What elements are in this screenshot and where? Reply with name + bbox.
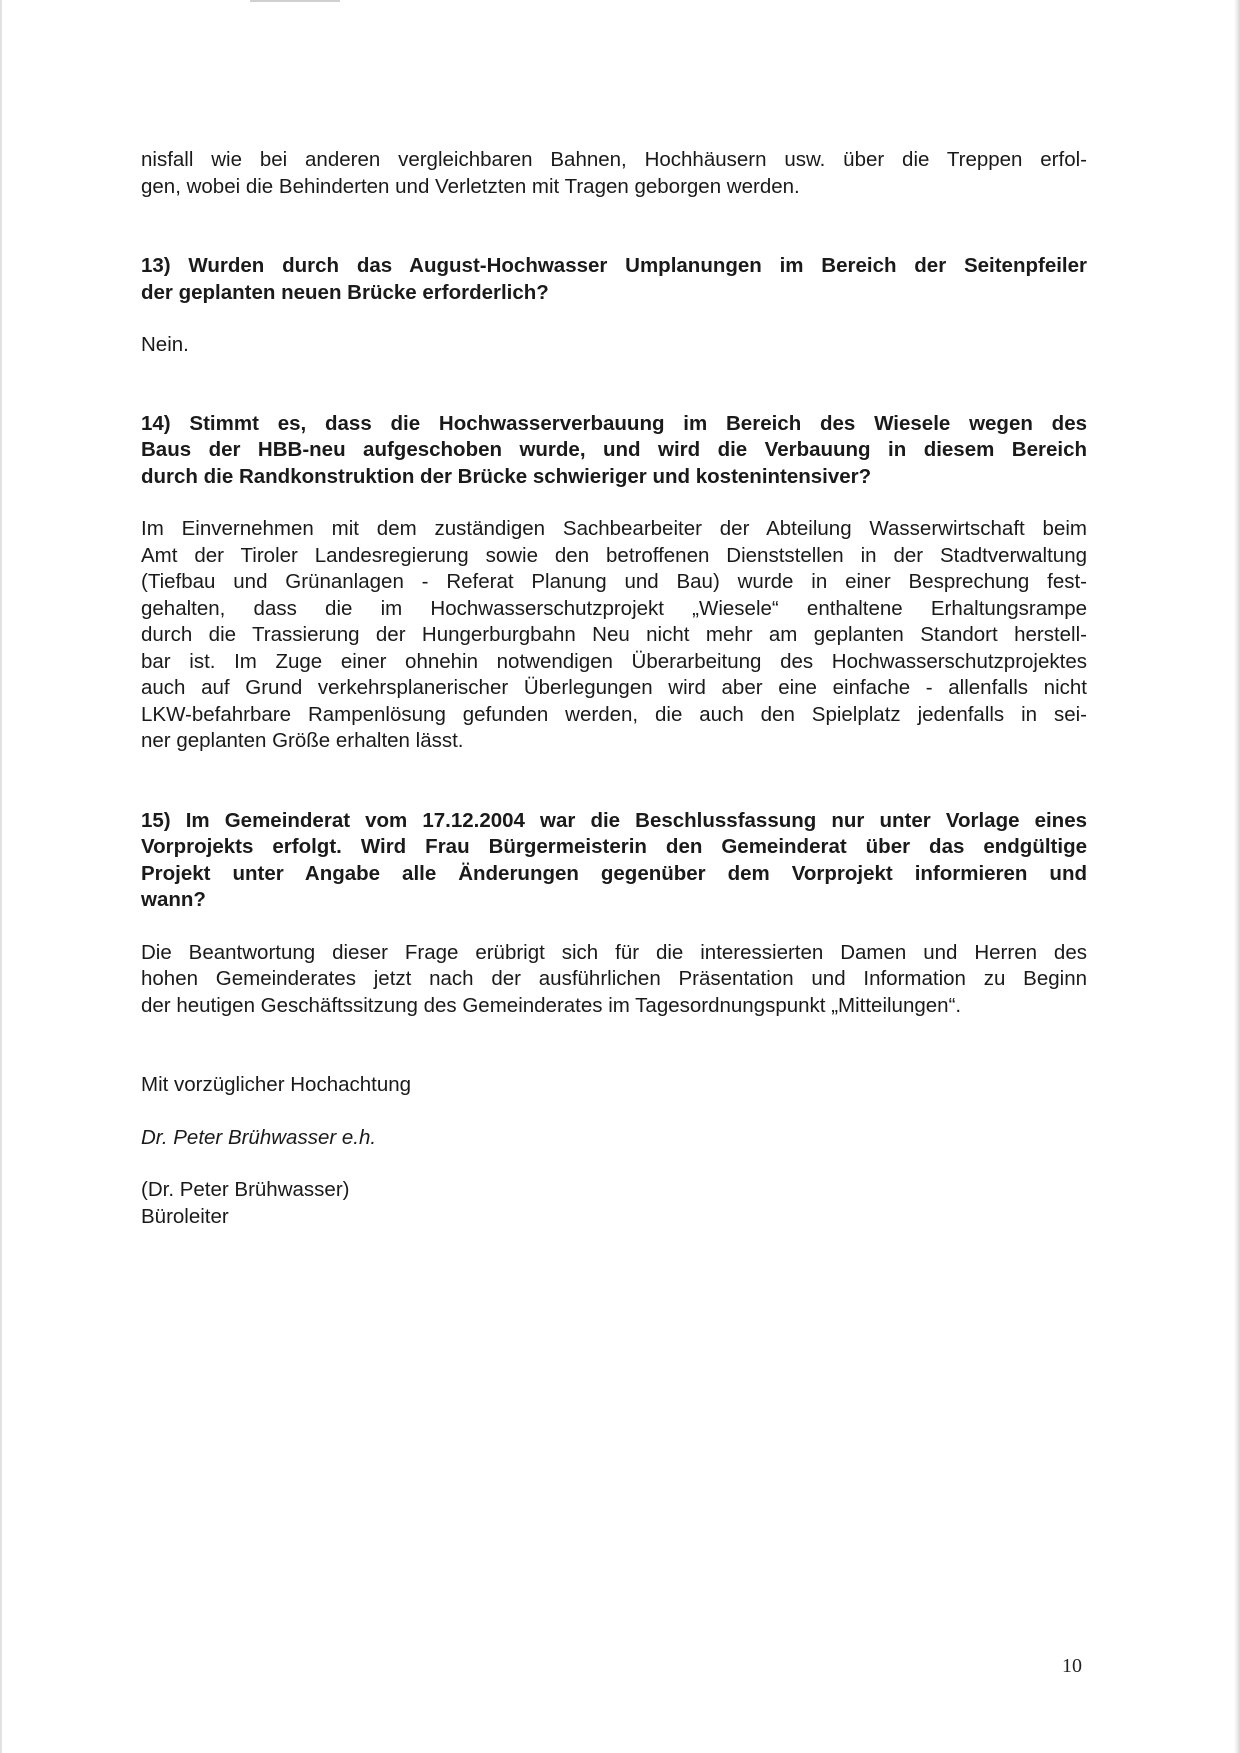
intro-line: nisfall wie bei anderen vergleichbaren Bahnen, Hochhäusern usw. über die Treppen erfol- [141,148,1087,171]
page-number: 10 [1062,1655,1082,1677]
answer-13: Nein. [141,333,189,356]
answer-14-line: gehalten, dass die im Hochwasserschutzprojekt „Wiesele“ enthaltene Erhaltungsrampe [141,596,1087,620]
signer-title: Büroleiter [141,1204,229,1228]
intro-line: gen, wobei die Behinderten und Verletzten mit Tragen geborgen werden. [141,174,800,198]
answer-14-line: durch die Trassierung der Hungerburgbahn Neu nicht mehr am geplanten Standort herstell- [141,623,1087,646]
question-15-line: Projekt unter Angabe alle Änderungen gegenüber dem Vorprojekt informieren und [141,861,1087,885]
intro-paragraph [141,147,1087,200]
closing-greeting: Mit vorzüglicher Hochachtung [141,1073,412,1096]
scan-edge-top [250,0,340,2]
signature: Dr. Peter Brühwasser e.h. [141,1125,377,1149]
question-14 [141,411,1087,491]
answer-15 [141,940,1087,1020]
answer-14-line: (Tiefbau und Grünanlagen - Referat Planung und Bau) wurde in einer Besprechung fest- [141,570,1087,593]
question-15 [141,808,1087,914]
question-15-line: 15) Im Gemeinderat vom 17.12.2004 war die Beschlussfassung nur unter Vorlage eines [141,808,1087,832]
answer-15-line: Die Beantwortung dieser Frage erübrigt sich für die interessierten Damen und Herren des [141,940,1087,964]
question-13-line: der geplanten neuen Brücke erforderlich? [141,280,549,304]
answer-14-line: bar ist. Im Zuge einer ohnehin notwendigen Überarbeitung des Hochwasserschutzprojektes [141,649,1087,673]
answer-14-line: Im Einvernehmen mit dem zuständigen Sachbearbeiter der Abteilung Wasserwirtschaft beim [141,517,1087,540]
answer-15-line: hohen Gemeinderates jetzt nach der ausführlichen Präsentation und Information zu Beginn [141,967,1087,990]
signer-name: (Dr. Peter Brühwasser) [141,1178,350,1201]
answer-14 [141,516,1087,755]
answer-14-line: LKW-befahrbare Rampenlösung gefunden werden, die auch den Spielplatz jedenfalls in sei- [141,702,1087,726]
answer-14-line: Amt der Tiroler Landesregierung sowie den betroffenen Dienststellen in der Stadtverwaltung [141,543,1087,567]
document-body [141,147,1087,1230]
scan-edge-right [1234,0,1240,1753]
question-14-line: 14) Stimmt es, dass die Hochwasserverbauung im Bereich des Wiesele wegen des [141,411,1087,435]
question-14-line: durch die Randkonstruktion der Brücke schwieriger und kostenintensiver? [141,464,872,488]
answer-14-line: auch auf Grund verkehrsplanerischer Überlegungen wird aber eine einfache - allenfalls nicht [141,676,1087,699]
scan-edge-left [0,0,2,1753]
answer-14-line: ner geplanten Größe erhalten lässt. [141,729,464,752]
answer-15-line: der heutigen Geschäftssitzung des Gemeinderates im Tagesordnungspunkt „Mitteilungen“. [141,993,962,1017]
question-15-line: Vorprojekts erfolgt. Wird Frau Bürgermeisterin den Gemeinderat über das endgültige [141,835,1087,858]
question-14-line: Baus der HBB-neu aufgeschoben wurde, und wird die Verbauung in diesem Bereich [141,438,1087,461]
question-13 [141,253,1087,306]
question-15-line: wann? [141,888,206,911]
question-13-line: 13) Wurden durch das August-Hochwasser Umplanungen im Bereich der Seitenpfeiler [141,254,1087,277]
